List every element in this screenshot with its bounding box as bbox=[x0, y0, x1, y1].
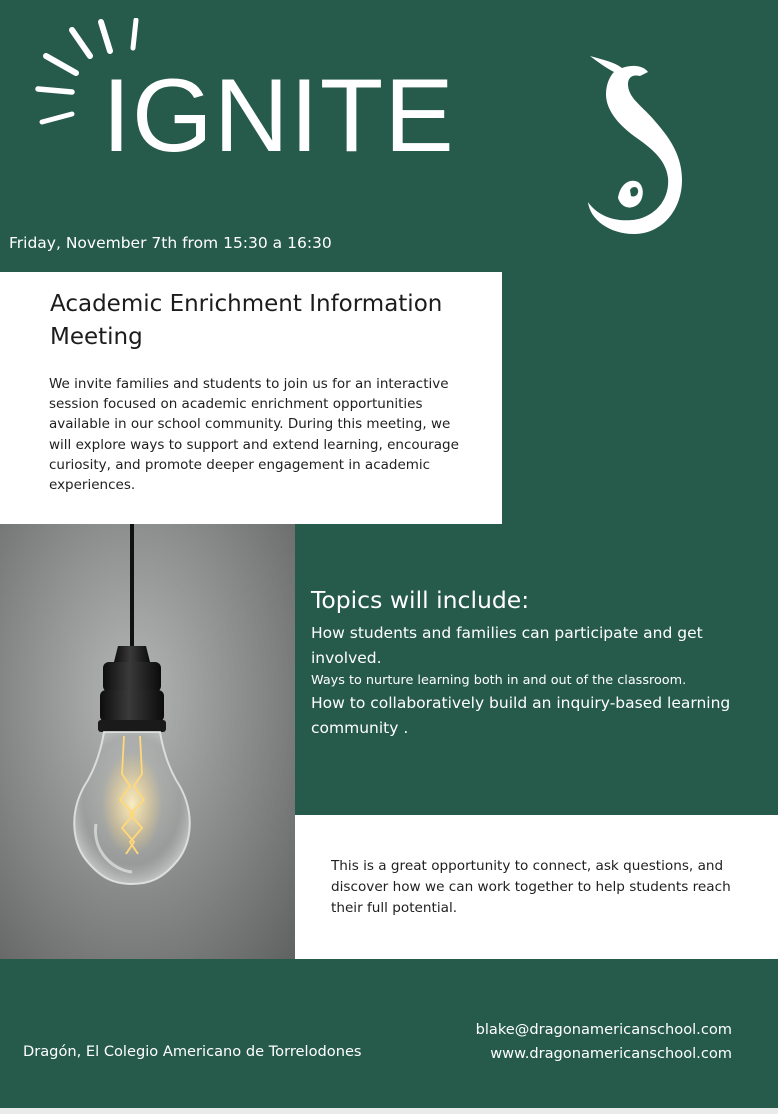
meeting-heading: Academic Enrichment Information Meeting bbox=[50, 291, 443, 350]
intro-card bbox=[0, 272, 502, 524]
topics-heading: Topics will include: bbox=[311, 586, 530, 614]
website-link[interactable]: www.dragonamericanschool.com bbox=[490, 1044, 732, 1062]
topic-item: How students and families can participate and get involved. bbox=[311, 624, 703, 667]
closing-card bbox=[295, 815, 778, 959]
topics-section bbox=[311, 585, 771, 741]
intro-paragraph: We invite families and students to join us for an interactive session focused on academic enrichment opportunities available in our school community. During this meeting, we will explore ways to support and extend learning, encourage curiosity, and promote deeper engagement in academic experiences. bbox=[49, 376, 459, 494]
topic-item: Ways to nurture learning both in and out of the classroom. bbox=[311, 673, 687, 688]
email-link[interactable]: blake@dragonamericanschool.com bbox=[475, 1021, 732, 1038]
event-date-time: Friday, November 7th from 15:30 a 16:30 bbox=[9, 234, 332, 252]
contact-info bbox=[476, 1018, 732, 1065]
light-bulb-icon bbox=[0, 524, 295, 959]
school-name: Dragón, El Colegio Americano de Torrelodones bbox=[23, 1043, 362, 1060]
topic-item: How to collaboratively build an inquiry-based learning community . bbox=[311, 694, 731, 737]
closing-paragraph: This is a great opportunity to connect, ask questions, and discover how we can work together to help students reach their full potential. bbox=[331, 858, 731, 916]
light-bulb-photo bbox=[0, 524, 295, 959]
event-title: IGNITE bbox=[102, 58, 455, 174]
dragon-logo-icon bbox=[582, 50, 686, 236]
